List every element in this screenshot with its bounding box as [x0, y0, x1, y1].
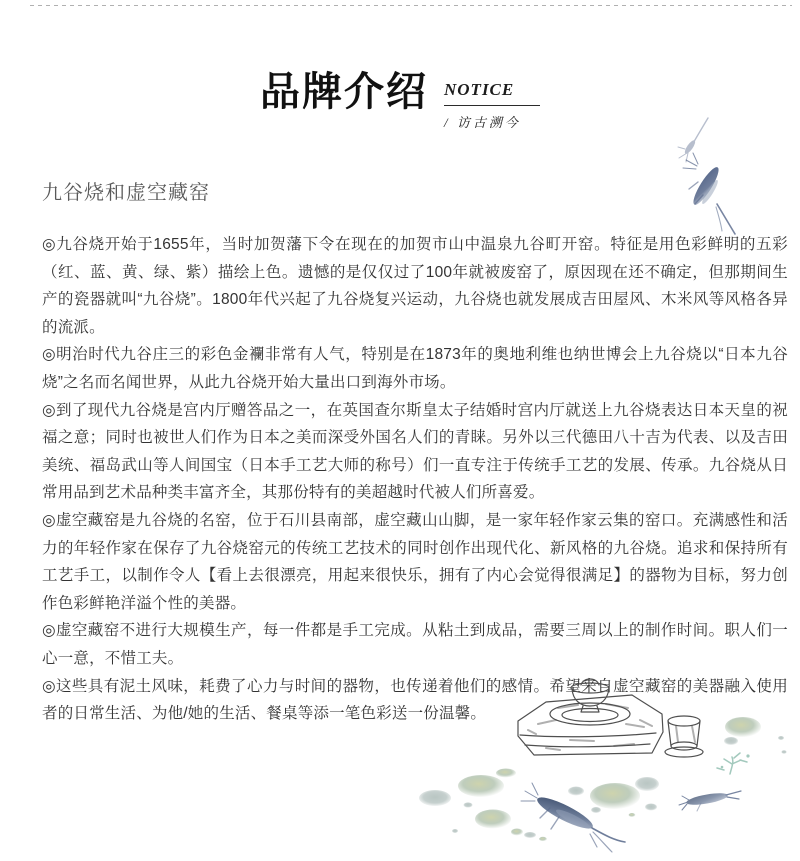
paragraph-kokuzo-kiln: ◎虚空藏窑是九谷烧的名窑，位于石川县南部，虚空藏山山脚，是一家年轻作家云集的窑口。充满感性和活力的年轻作家在保存了九谷烧窑元的传统工艺技术的同时创作出现代化、新风格的九谷烧。追求和保持所有工艺手工，以制作令人【看上去很漂亮，用起来很快乐，拥有了内心会觉得很满足】的器物为目标，努力创作色彩鲜艳洋溢个性的美器。: [42, 511, 788, 612]
paragraph-meiji-export: ◎明治时代九谷庄三的彩色金襴非常有人气，特别是在1873年的奥地利维也纳世博会上九谷烧以“日本九谷烧”之名而名闻世界，从此九谷烧开始大量出口到海外市场。: [42, 346, 788, 391]
paragraph-kutani-origin: ◎九谷烧开始于1655年，当时加贺藩下令在现在的加贺市山中温泉九谷町开窑。特征是用色彩鲜明的五彩（红、蓝、黄、绿、紫）描绘上色。遗憾的是仅仅过了100年就被废窑了，原因现在还不确定，但那期间生产的瓷器就叫“九谷烧”。1800年代兴起了九谷烧复兴运动，九谷烧也就发展成吉田屋风、木米风等风格各异的流派。: [42, 236, 788, 336]
teal-sprig-sketch: [717, 753, 750, 774]
tea-mortar-sketch: [518, 679, 703, 757]
bottom-watercolor-illustration: [400, 674, 800, 861]
page-title: 品牌介绍: [260, 69, 428, 114]
watercolor-pebbles: [419, 717, 787, 841]
paragraph-modern-kutani: ◎到了现代九谷烧是宫内厅赠答品之一，在英国查尔斯皇太子结婚时宫内厅就送上九谷烧表达日本天皇的祝福之意；同时也被世人们作为日本之美而深受外国名人们的青睐。另外以三代德田八十吉为代表、以及吉田美统、福岛武山等人间国宝（日本手工艺大师的称号）们一直专注于传统手工艺的发展、传承。九谷烧从日常用品到艺术品种类丰富齐全，其那份特有的美超越时代被人们所喜爱。: [42, 401, 788, 502]
notice-label: NOTICE: [444, 80, 515, 99]
article: [42, 176, 788, 728]
title-subtitle-block: [444, 68, 540, 131]
tagline: / 访古溯今: [444, 115, 521, 130]
top-dashed-divider: [30, 5, 792, 7]
paragraph-handmade: ◎虚空藏窑不进行大规模生产，每一件都是手工完成。从粘土到成品，需要三周以上的制作时间。职人们一心一意，不惜工夫。: [42, 622, 788, 667]
section-heading: 九谷烧和虚空藏窑: [42, 182, 210, 204]
ink-fish-right: [679, 791, 741, 811]
small-fish-upper: [678, 118, 708, 162]
article-body: [42, 231, 788, 728]
notice-divider: [444, 105, 540, 106]
paragraph-warm-wish: ◎这些具有泥土风味，耗费了心力与时间的器物，也传递着他们的感情。希望来自虚空藏窑的美器融入使用者的日常生活、为他/她的生活、餐桌等添一笔色彩送一份温馨。: [42, 677, 788, 723]
